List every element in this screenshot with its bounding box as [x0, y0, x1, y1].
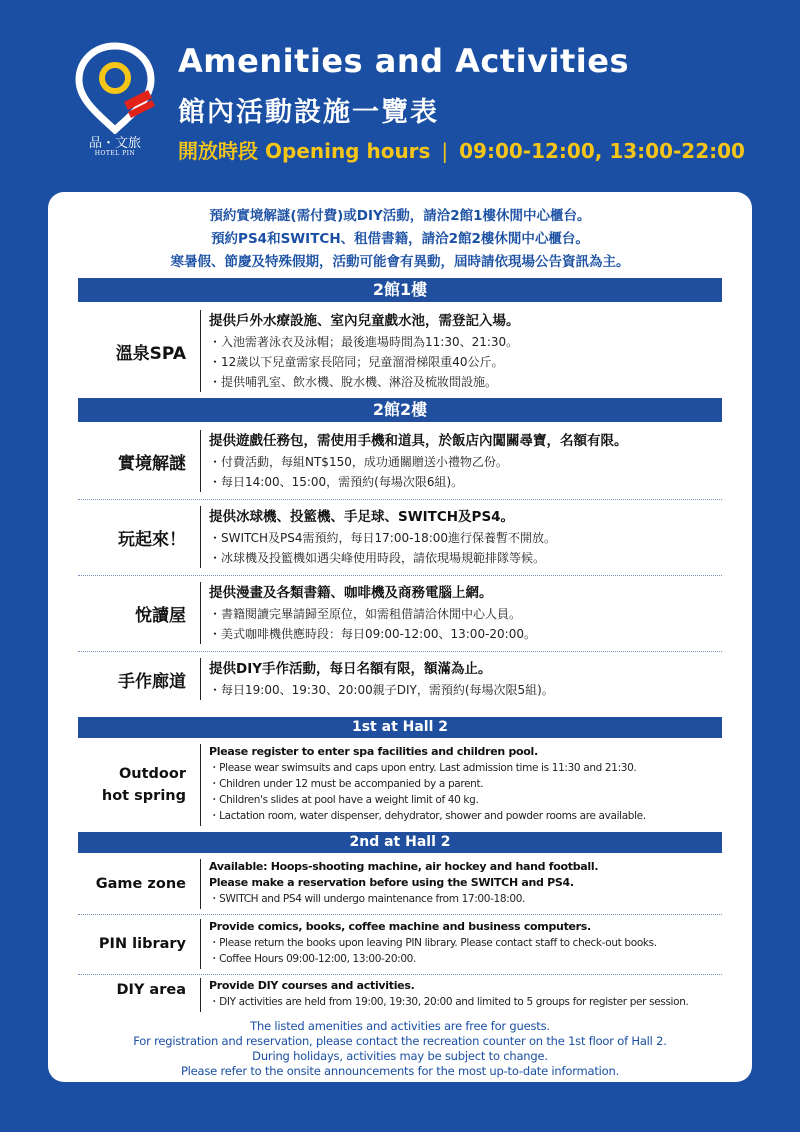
section-line: ・SWITCH and PS4 will undergo maintenance from 17:00-18:00.: [209, 893, 526, 905]
dotted-divider: [78, 651, 722, 652]
notice-line: 寒暑假、節慶及特殊假期，活動可能會有異動，屆時請依現場公告資訊為主。: [170, 254, 630, 270]
section-bar-en-floor1: 1st at Hall 2: [78, 717, 722, 738]
section-head: Provide DIY courses and activities.: [209, 979, 415, 992]
section-spa-en: [78, 744, 722, 826]
section-label: 實境解謎: [118, 453, 186, 474]
section-label: 悅讀屋: [135, 605, 186, 626]
section-line: ・Coffee Hours 09:00-12:00, 13:00-20:00.: [209, 953, 416, 965]
dotted-divider: [78, 499, 722, 500]
section-line: ・美式咖啡機供應時段：每日09:00-12:00、13:00-20:00。: [209, 627, 536, 641]
section-game-zh: [78, 504, 722, 570]
section-line: ・Please return the books upon leaving PIN library. Please contact staff to check-out books.: [209, 937, 657, 949]
dotted-divider: [78, 914, 722, 915]
section-head: 提供戶外水療設施、室內兒童戲水池，需登記入場。: [209, 313, 520, 329]
section-label: PIN library: [98, 936, 186, 952]
section-diy-zh: [78, 656, 722, 702]
section-label: [78, 744, 200, 826]
section-line: ・SWITCH及PS4需預約，每日17:00-18:00進行保養暫不開放。: [209, 531, 557, 545]
section-body: [200, 310, 520, 392]
section-library-zh: [78, 580, 722, 646]
section-body: [200, 582, 536, 644]
hours-label-zh: 開放時段: [178, 139, 258, 163]
section-head: Available: Hoops-shooting machine, air hockey and hand football.: [209, 860, 599, 873]
logo-text: 品・文旅: [88, 136, 141, 151]
section-line: ・書籍閱讀完畢請歸至原位，如需租借請洽休閒中心人員。: [209, 607, 522, 621]
hotel-pin-logo: [70, 42, 160, 162]
header: [0, 0, 800, 190]
section-body: [200, 919, 657, 969]
footer-line: For registration and reservation, please contact the recreation counter on the 1st floor of Hall 2.: [133, 1034, 667, 1048]
section-body: [200, 859, 598, 909]
section-body: [200, 506, 556, 568]
section-label-line: Outdoor: [118, 766, 186, 782]
section-label-line: hot spring: [101, 788, 186, 804]
dotted-divider: [78, 575, 722, 576]
section-bar-zh-floor1: 2館1樓: [78, 278, 722, 302]
footer-line: Please refer to the onsite announcements for the most up-to-date information.: [180, 1064, 620, 1078]
hours-value: 09:00-12:00, 13:00-22:00: [459, 139, 745, 163]
footer-line: The listed amenities and activities are free for guests.: [250, 1019, 550, 1033]
section-game-en: [78, 859, 722, 909]
section-diy-en: [78, 978, 722, 1012]
section-line: ・Lactation room, water dispenser, dehydrator, shower and powder rooms are available.: [209, 810, 646, 822]
section-head: 提供遊戲任務包，需使用手機和道具，於飯店內闖關尋寶，名額有限。: [209, 433, 628, 449]
amenities-card: [48, 192, 752, 1082]
section-spa-zh: [78, 308, 722, 394]
section-head: Please register to enter spa facilities and children pool.: [209, 745, 538, 758]
section-line: ・Please wear swimsuits and caps upon entry. Last admission time is 11:30 and 21:30.: [209, 762, 637, 774]
title-chinese: 館內活動設施一覽表: [178, 97, 439, 128]
section-bar-en-floor2: 2nd at Hall 2: [78, 832, 722, 853]
section-bar-zh-floor2: 2館2樓: [78, 398, 722, 422]
section-head: 提供DIY手作活動，每日名額有限，額滿為止。: [209, 661, 492, 677]
location-pin-icon: [70, 42, 160, 134]
section-label: DIY area: [116, 982, 186, 998]
section-body: [200, 430, 628, 492]
section-label: 溫泉SPA: [115, 343, 186, 364]
hours-separator: |: [441, 139, 449, 163]
section-head: 提供冰球機、投籃機、手足球、SWITCH及PS4。: [209, 509, 515, 525]
section-line: ・提供哺乳室、飲水機、脫水機、淋浴及梳妝間設施。: [209, 375, 498, 389]
section-line: ・每日14:00、15:00，需預約(每場次限6組)。: [209, 475, 464, 489]
section-head: Provide comics, books, coffee machine and business computers.: [209, 920, 591, 933]
logo-subtext: HOTEL PIN: [94, 150, 136, 157]
section-label: 手作廊道: [118, 671, 186, 692]
opening-hours: [178, 135, 745, 164]
notice-line: 預約實境解謎(需付費)或DIY活動，請洽2館1樓休閒中心櫃台。: [209, 208, 591, 224]
section-head: Please make a reservation before using the SWITCH and PS4.: [209, 876, 574, 889]
section-line: ・每日19:00、19:30、20:00親子DIY，需預約(每場次限5組)。: [209, 683, 554, 697]
section-body: [200, 978, 689, 1012]
hours-label-en: Opening hours: [264, 139, 431, 163]
section-line: ・付費活動，每組NT$150，成功通關贈送小禮物乙份。: [209, 455, 508, 469]
footer-line: During holidays, activities may be subject to change.: [252, 1049, 548, 1063]
section-library-en: [78, 919, 722, 969]
title-english: Amenities and Activities: [178, 42, 629, 80]
section-line: ・冰球機及投籃機如遇尖峰使用時段，請依現場規範排隊等候。: [209, 551, 546, 565]
notice-line: 預約PS4和SWITCH、租借書籍，請洽2館2樓休閒中心櫃台。: [211, 231, 589, 247]
section-label: 玩起來！: [118, 529, 186, 550]
section-line: ・入池需著泳衣及泳帽；最後進場時間為11:30、21:30。: [209, 335, 519, 349]
dotted-divider: [78, 974, 722, 975]
section-line: ・12歲以下兒童需家長陪同；兒童溜滑梯限重40公斤。: [209, 355, 504, 369]
section-line: ・Children's slides at pool have a weight limit of 40 kg.: [209, 794, 479, 806]
section-body: [200, 658, 554, 700]
section-escape-game-zh: [78, 428, 722, 494]
section-label: Game zone: [95, 876, 186, 892]
section-line: ・DIY activities are held from 19:00, 19:30, 20:00 and limited to 5 groups for register per session.: [209, 996, 689, 1008]
section-line: ・Children under 12 must be accompanied by a parent.: [209, 778, 484, 790]
section-body: [200, 744, 646, 826]
section-head: 提供漫畫及各類書籍、咖啡機及商務電腦上網。: [209, 585, 493, 601]
